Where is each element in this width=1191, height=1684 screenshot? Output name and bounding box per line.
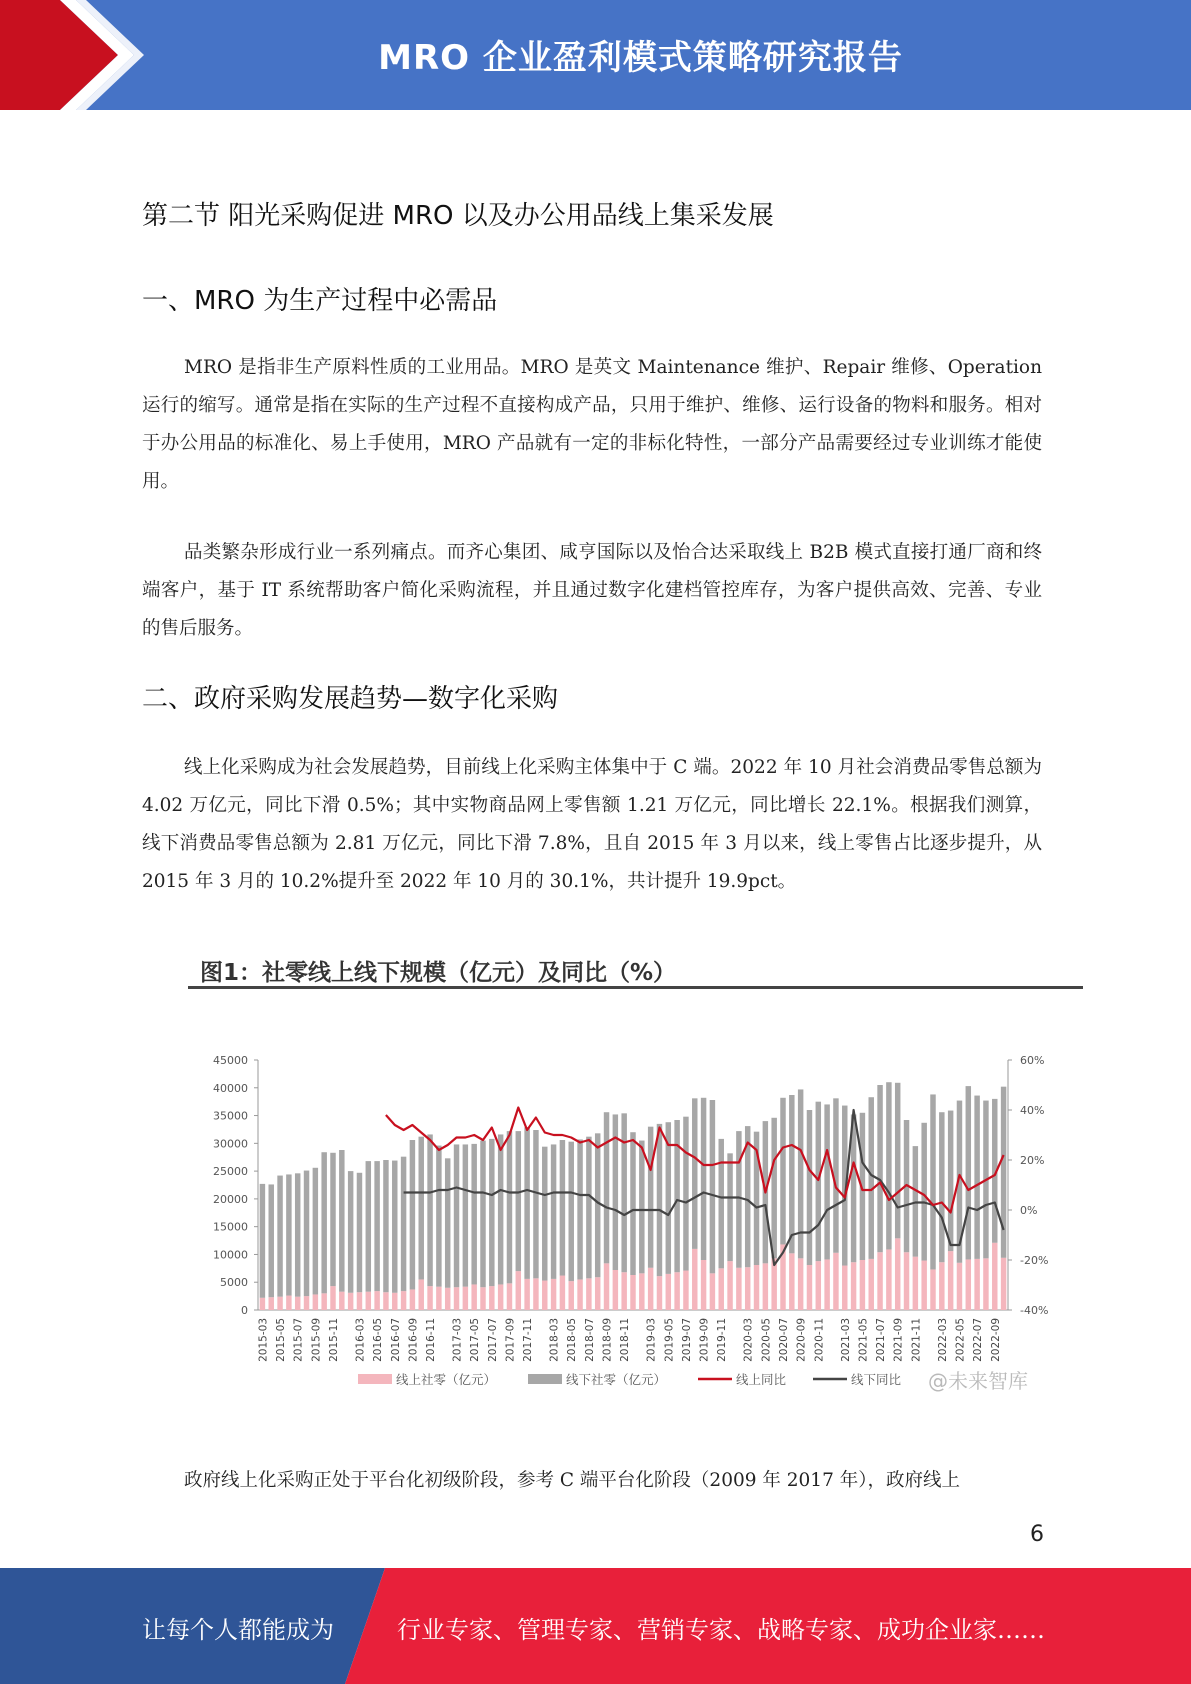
bar-online-retail xyxy=(789,1253,794,1310)
bar-online-retail xyxy=(595,1277,600,1310)
bar-online-retail xyxy=(648,1268,653,1310)
bar-offline-retail xyxy=(524,1127,529,1279)
bar-online-retail xyxy=(630,1275,635,1310)
right-axis-tick-label: 0% xyxy=(1020,1204,1038,1217)
bar-offline-retail xyxy=(674,1120,679,1272)
bar-online-retail xyxy=(304,1296,309,1310)
report-title: MRO 企业盈利模式策略研究报告 xyxy=(378,38,903,78)
x-axis-tick-label: 2020-07 xyxy=(778,1318,790,1362)
bar-offline-retail xyxy=(569,1142,574,1281)
bar-online-retail xyxy=(895,1238,900,1310)
bar-online-retail xyxy=(957,1263,962,1310)
bar-online-retail xyxy=(330,1286,335,1310)
x-axis-tick-label: 2019-11 xyxy=(716,1318,729,1362)
bar-online-retail xyxy=(551,1279,556,1310)
bar-online-retail xyxy=(745,1267,750,1310)
bar-online-retail xyxy=(983,1258,988,1310)
bar-online-retail xyxy=(410,1289,415,1310)
bar-offline-retail xyxy=(533,1130,538,1278)
bar-offline-retail xyxy=(313,1168,318,1295)
bar-online-retail xyxy=(763,1263,768,1310)
bar-online-retail xyxy=(277,1297,282,1310)
bar-online-retail xyxy=(498,1284,503,1310)
bar-online-retail xyxy=(374,1291,379,1310)
bar-online-retail xyxy=(754,1265,759,1310)
bar-offline-retail xyxy=(789,1095,794,1253)
bar-offline-retail xyxy=(771,1118,776,1259)
bar-offline-retail xyxy=(480,1141,485,1288)
bar-online-retail xyxy=(366,1292,371,1310)
left-axis-tick-label: 35000 xyxy=(213,1109,248,1123)
left-axis-tick-label: 5000 xyxy=(220,1276,248,1290)
bar-online-retail xyxy=(666,1274,671,1310)
bar-offline-retail xyxy=(719,1139,724,1268)
bar-online-retail xyxy=(639,1273,644,1310)
left-axis-tick-label: 15000 xyxy=(213,1220,248,1234)
bar-online-retail xyxy=(621,1272,626,1310)
bar-offline-retail xyxy=(401,1157,406,1291)
bar-online-retail xyxy=(877,1252,882,1310)
paragraph-mro-definition: MRO 是指非生产原料性质的工业用品。MRO 是英文 Maintenance 维护、Repair 维修、Operation 运行的缩写。通常是指在实际的生产过程不直接构成产品，只用于维护、维修、运行设备的物料和服务。相对于办公用品的标准化、易上手使用，MRO 产品就有一定的非标化特性，一部分产品需要经过专业训练才能使用。 xyxy=(142,357,1042,492)
bar-offline-retail xyxy=(630,1132,635,1275)
x-axis-tick-label: 2022-09 xyxy=(989,1318,1002,1362)
left-axis-tick-label: 20000 xyxy=(213,1192,248,1206)
bar-online-retail xyxy=(463,1287,468,1310)
bar-offline-retail xyxy=(366,1161,371,1292)
bar-offline-retail xyxy=(886,1082,891,1249)
page-number: 6 xyxy=(1030,1522,1044,1547)
right-axis-tick-label: -20% xyxy=(1020,1254,1049,1267)
section-title: 第二节 阳光采购促进 MRO 以及办公用品线上集采发展 xyxy=(142,201,774,231)
bar-offline-retail xyxy=(436,1146,441,1287)
bar-online-retail xyxy=(701,1260,706,1310)
bar-offline-retail xyxy=(683,1117,688,1271)
bar-online-retail xyxy=(913,1257,918,1310)
bar-online-retail xyxy=(454,1287,459,1310)
bar-offline-retail xyxy=(816,1102,821,1261)
paragraph-industry-pain-points: 品类繁杂形成行业一系列痛点。而齐心集团、咸亨国际以及怡合达采取线上 B2B 模式直接打通厂商和终端客户，基于 IT 系统帮助客户简化采购流程，并且通过数字化建档管控库存，为客户提供高效、完善、专业的售后服务。 xyxy=(142,542,1042,639)
bar-online-retail xyxy=(383,1292,388,1310)
bar-online-retail xyxy=(489,1286,494,1310)
right-axis-tick-label: 20% xyxy=(1020,1154,1045,1167)
bar-offline-retail xyxy=(374,1161,379,1291)
bar-offline-retail xyxy=(586,1137,591,1279)
x-axis-tick-label: 2022-05 xyxy=(954,1318,967,1362)
right-axis-tick-label: 40% xyxy=(1020,1104,1045,1117)
x-axis-tick-label: 2017-11 xyxy=(522,1318,535,1362)
x-axis-tick-label: 2015-05 xyxy=(275,1318,288,1362)
bar-offline-retail xyxy=(277,1176,282,1297)
bar-offline-retail xyxy=(736,1131,741,1268)
legend-label: 线上社零（亿元） xyxy=(396,1372,497,1387)
bar-online-retail xyxy=(260,1298,265,1310)
bar-online-retail xyxy=(674,1272,679,1310)
x-axis-tick-label: 2016-03 xyxy=(354,1318,367,1362)
legend-swatch xyxy=(358,1374,392,1384)
bar-online-retail xyxy=(860,1260,865,1310)
bar-online-retail xyxy=(692,1249,697,1310)
bar-offline-retail xyxy=(269,1184,274,1297)
bar-online-retail xyxy=(657,1276,662,1310)
bar-online-retail xyxy=(886,1249,891,1310)
bar-offline-retail xyxy=(621,1113,626,1272)
x-axis-tick-label: 2018-05 xyxy=(566,1318,579,1362)
bar-online-retail xyxy=(577,1279,582,1310)
bar-offline-retail xyxy=(489,1139,494,1286)
bar-online-retail xyxy=(542,1281,547,1310)
x-axis-tick-label: 2019-03 xyxy=(645,1318,658,1362)
bar-online-retail xyxy=(533,1278,538,1310)
bar-online-retail xyxy=(851,1262,856,1310)
bar-online-retail xyxy=(930,1269,935,1310)
bar-offline-retail xyxy=(454,1144,459,1287)
bar-online-retail xyxy=(436,1287,441,1310)
bar-offline-retail xyxy=(419,1137,424,1280)
bar-offline-retail xyxy=(974,1096,979,1259)
x-axis-tick-label: 2017-05 xyxy=(469,1318,482,1362)
bar-online-retail xyxy=(295,1297,300,1310)
bar-offline-retail xyxy=(595,1133,600,1277)
bar-online-retail xyxy=(286,1296,291,1310)
footer-slogan-left: 让每个人都能成为 xyxy=(142,1616,334,1644)
bar-online-retail xyxy=(798,1258,803,1310)
bar-offline-retail xyxy=(930,1094,935,1269)
figure-title-rule xyxy=(188,986,1083,989)
figure-title: 图1：社零线上线下规模（亿元）及同比（%） xyxy=(200,960,677,986)
bar-offline-retail xyxy=(330,1153,335,1286)
bar-online-retail xyxy=(586,1278,591,1310)
bar-offline-retail xyxy=(295,1173,300,1296)
bar-offline-retail xyxy=(807,1110,812,1265)
legend-label: 线上同比 xyxy=(736,1372,787,1387)
bar-online-retail xyxy=(939,1262,944,1310)
bar-offline-retail xyxy=(427,1134,432,1286)
bar-online-retail xyxy=(401,1291,406,1310)
left-axis-tick-label: 0 xyxy=(241,1304,248,1317)
x-axis-tick-label: 2015-03 xyxy=(257,1318,270,1362)
bar-offline-retail xyxy=(471,1144,476,1285)
x-axis-tick-label: 2016-07 xyxy=(389,1318,402,1362)
subsection-title-gov-procurement: 二、政府采购发展趋势—数字化采购 xyxy=(142,684,559,714)
bar-offline-retail xyxy=(948,1111,953,1252)
left-axis-tick-label: 45000 xyxy=(213,1054,248,1067)
bar-online-retail xyxy=(710,1273,715,1310)
bar-offline-retail xyxy=(348,1171,353,1293)
bar-online-retail xyxy=(833,1253,838,1310)
bar-online-retail xyxy=(445,1288,450,1310)
bar-offline-retail xyxy=(921,1123,926,1261)
x-axis-tick-label: 2021-07 xyxy=(875,1318,888,1362)
bar-online-retail xyxy=(392,1293,397,1310)
bar-online-retail xyxy=(842,1266,847,1310)
bar-offline-retail xyxy=(895,1083,900,1239)
bar-online-retail xyxy=(736,1268,741,1310)
bar-online-retail xyxy=(524,1279,529,1310)
x-axis-tick-label: 2017-07 xyxy=(486,1318,499,1362)
legend-label: 线下社零（亿元） xyxy=(566,1372,667,1387)
x-axis-tick-label: 2015-09 xyxy=(310,1318,323,1362)
x-axis-tick-label: 2021-03 xyxy=(839,1318,852,1362)
x-axis-tick-label: 2017-09 xyxy=(504,1318,517,1362)
bar-offline-retail xyxy=(701,1098,706,1260)
x-axis-tick-label: 2022-03 xyxy=(936,1318,949,1362)
x-axis-tick-label: 2016-09 xyxy=(407,1318,420,1362)
bar-offline-retail xyxy=(339,1150,344,1292)
right-axis-tick-label: 60% xyxy=(1020,1054,1045,1067)
bar-online-retail xyxy=(419,1279,424,1310)
bar-offline-retail xyxy=(913,1146,918,1257)
x-axis-tick-label: 2015-07 xyxy=(292,1318,305,1362)
x-axis-tick-label: 2020-11 xyxy=(813,1318,826,1362)
bar-offline-retail xyxy=(498,1134,503,1284)
bar-online-retail xyxy=(560,1276,565,1310)
subsection-title-mro: 一、MRO 为生产过程中必需品 xyxy=(142,286,498,316)
bar-offline-retail xyxy=(692,1098,697,1249)
x-axis-tick-label: 2020-09 xyxy=(795,1318,808,1362)
bar-offline-retail xyxy=(1001,1087,1006,1258)
bar-offline-retail xyxy=(507,1131,512,1283)
bar-offline-retail xyxy=(542,1147,547,1281)
bar-offline-retail xyxy=(577,1139,582,1279)
legend-label: 线下同比 xyxy=(851,1372,902,1387)
bar-offline-retail xyxy=(877,1085,882,1252)
bar-offline-retail xyxy=(445,1158,450,1287)
bar-online-retail xyxy=(869,1259,874,1310)
bar-offline-retail xyxy=(383,1160,388,1292)
bar-online-retail xyxy=(269,1297,274,1310)
bar-offline-retail xyxy=(463,1144,468,1286)
bar-offline-retail xyxy=(392,1161,397,1293)
bar-online-retail xyxy=(427,1286,432,1310)
bar-online-retail xyxy=(974,1259,979,1310)
bar-online-retail xyxy=(824,1259,829,1310)
bar-online-retail xyxy=(321,1293,326,1310)
bar-online-retail xyxy=(719,1268,724,1310)
bar-online-retail xyxy=(357,1292,362,1310)
x-axis-tick-label: 2022-07 xyxy=(972,1318,985,1362)
bar-offline-retail xyxy=(727,1153,732,1261)
bar-offline-retail xyxy=(604,1112,609,1263)
bar-offline-retail xyxy=(939,1112,944,1262)
x-axis-tick-label: 2018-09 xyxy=(601,1318,614,1362)
bar-offline-retail xyxy=(869,1097,874,1259)
bar-offline-retail xyxy=(551,1144,556,1278)
x-axis-tick-label: 2018-11 xyxy=(619,1318,632,1362)
watermark-text: @未来智库 xyxy=(928,1369,1028,1393)
page-header xyxy=(0,0,1191,110)
x-axis-tick-label: 2016-05 xyxy=(372,1318,385,1362)
figure-online-offline-retail xyxy=(188,950,1083,1410)
bar-offline-retail xyxy=(260,1184,265,1298)
bar-online-retail xyxy=(683,1271,688,1310)
bar-online-retail xyxy=(507,1283,512,1310)
x-axis-tick-label: 2019-05 xyxy=(663,1318,676,1362)
bar-offline-retail xyxy=(966,1086,971,1259)
x-axis-tick-label: 2018-07 xyxy=(583,1318,596,1362)
bar-online-retail xyxy=(816,1261,821,1310)
bar-online-retail xyxy=(1001,1258,1006,1310)
bar-online-retail xyxy=(904,1252,909,1310)
paragraph-gov-platform-stage: 政府线上化采购正处于平台化初级阶段，参考 C 端平台化阶段（2009 年 2017 年），政府线上 xyxy=(184,1470,960,1491)
bar-online-retail xyxy=(727,1261,732,1310)
page-footer xyxy=(0,1568,1191,1684)
footer-slogan-right: 行业专家、管理专家、营销专家、战略专家、成功企业家…… xyxy=(397,1616,1045,1644)
bar-offline-retail xyxy=(357,1173,362,1292)
bar-offline-retail xyxy=(824,1104,829,1259)
x-axis-tick-label: 2021-05 xyxy=(857,1318,870,1362)
left-axis-tick-label: 30000 xyxy=(213,1137,248,1151)
bar-offline-retail xyxy=(639,1141,644,1274)
bar-offline-retail xyxy=(321,1152,326,1293)
bar-online-retail xyxy=(339,1292,344,1310)
x-axis-tick-label: 2020-05 xyxy=(760,1318,773,1362)
x-axis-tick-label: 2015-11 xyxy=(328,1318,340,1362)
bar-offline-retail xyxy=(560,1140,565,1276)
bar-online-retail xyxy=(807,1265,812,1310)
x-axis-tick-label: 2019-07 xyxy=(680,1318,693,1362)
x-axis-tick-label: 2021-09 xyxy=(892,1318,905,1362)
left-axis-tick-label: 25000 xyxy=(213,1165,248,1179)
x-axis-tick-label: 2018-03 xyxy=(548,1318,561,1362)
x-axis-tick-label: 2016-11 xyxy=(425,1318,438,1362)
right-axis-tick-label: -40% xyxy=(1020,1304,1049,1317)
bar-offline-retail xyxy=(780,1098,785,1245)
bar-online-retail xyxy=(966,1259,971,1310)
bar-online-retail xyxy=(613,1270,618,1310)
bar-offline-retail xyxy=(516,1131,521,1271)
x-axis-tick-label: 2020-03 xyxy=(742,1318,755,1362)
bar-online-retail xyxy=(471,1284,476,1310)
bar-online-retail xyxy=(992,1243,997,1310)
legend-swatch xyxy=(528,1374,562,1384)
left-axis-tick-label: 40000 xyxy=(213,1081,248,1095)
bar-online-retail xyxy=(313,1294,318,1310)
left-axis-tick-label: 10000 xyxy=(213,1248,248,1262)
bar-offline-retail xyxy=(710,1100,715,1273)
bar-offline-retail xyxy=(648,1127,653,1268)
bar-online-retail xyxy=(604,1263,609,1310)
paragraph-online-procurement: 线上化采购成为社会发展趋势，目前线上化采购主体集中于 C 端。2022 年 10 月社会消费品零售总额为 4.02 万亿元，同比下滑 0.5%；其中实物商品网上零售额 1.21 万亿元，同比增长 22.1%。根据我们测算，线下消费品零售总额为 2.81 万亿元，同比下滑 7.8%，且自 2015 年 3 月以来，线上零售占比逐步提升，从 2015 年 3 月的 10.2%提升至 2022 年 10 月的 30.1%，共计提升 19.9pct。 xyxy=(142,757,1042,892)
bar-online-retail xyxy=(948,1251,953,1310)
x-axis-tick-label: 2019-09 xyxy=(698,1318,711,1362)
bar-offline-retail xyxy=(304,1171,309,1297)
bar-online-retail xyxy=(921,1261,926,1310)
bar-offline-retail xyxy=(410,1140,415,1289)
retail-chart xyxy=(188,990,1083,1410)
bar-online-retail xyxy=(348,1293,353,1310)
x-axis-tick-label: 2021-11 xyxy=(910,1318,923,1362)
x-axis-tick-label: 2017-03 xyxy=(451,1318,464,1362)
bar-online-retail xyxy=(480,1287,485,1310)
bar-online-retail xyxy=(516,1271,521,1310)
bar-offline-retail xyxy=(286,1174,291,1295)
bar-online-retail xyxy=(569,1281,574,1310)
bar-offline-retail xyxy=(657,1124,662,1276)
